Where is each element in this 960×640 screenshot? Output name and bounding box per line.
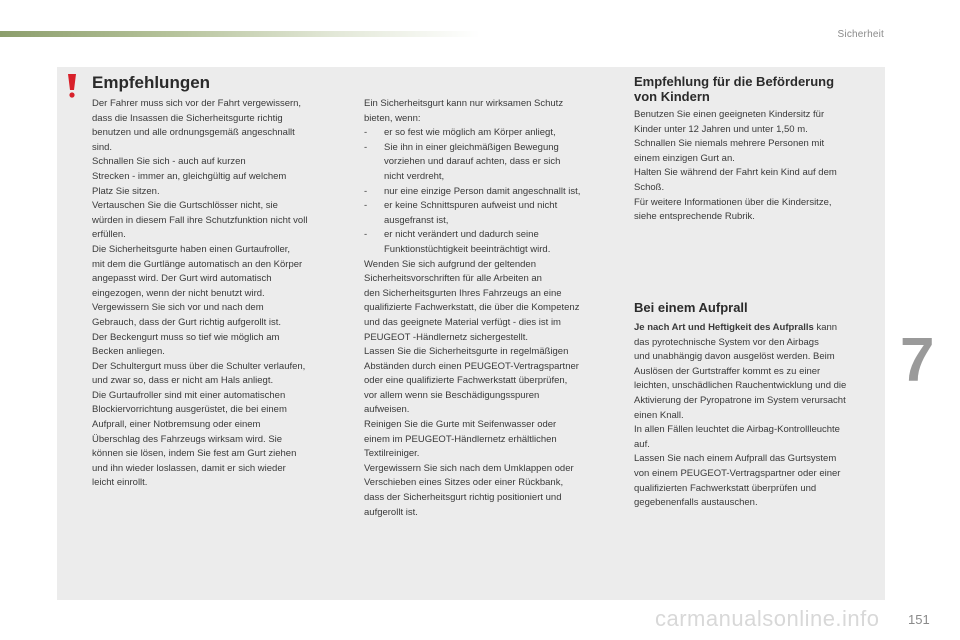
top-accent-bar: [0, 31, 480, 37]
text-line: mit dem die Gurtlänge automatisch an den Körper: [92, 258, 303, 270]
text-line: aufgerollt ist.: [364, 506, 418, 518]
text-line: erfüllen.: [92, 229, 126, 241]
list-dash: -: [364, 185, 368, 197]
exclamation-icon: [64, 73, 80, 99]
text-line: Benutzen Sie einen geeigneten Kindersitz für: [634, 109, 825, 120]
text-line: er keine Schnittspuren aufweist und nicht: [384, 200, 558, 212]
text-line: nur eine einzige Person damit angeschnallt ist,: [384, 185, 581, 197]
text-line: Reinigen Sie die Gurte mit Seifenwasser oder: [364, 419, 557, 431]
text-line: Textilreiniger.: [364, 448, 420, 460]
text-line: von Kindern: [634, 89, 710, 104]
list-item: [364, 228, 622, 257]
page-number: 151: [908, 612, 930, 627]
text-line: und ihn wieder loslassen, damit er sich wieder: [92, 462, 286, 474]
text-line: nicht verdreht,: [384, 170, 445, 182]
seatbelt-conditions-intro: [364, 97, 622, 126]
text-line: Verschieben eines Sitzes oder einer Rückbank,: [364, 477, 564, 489]
text-line: sind.: [92, 141, 113, 153]
text-line: Blockiervorrichtung ausgerüstet, die bei einem: [92, 404, 287, 416]
text-line: Lassen Sie die Sicherheitsgurte in regelmäßigen: [364, 346, 569, 358]
text-line: eingezogen, wenn der nicht benutzt wird.: [92, 287, 265, 299]
impact-lead-bold: Je nach Art und Heftigkeit des Aufpralls: [634, 322, 814, 333]
text-line: können sie lösen, indem Sie fest am Gurt ziehen: [92, 448, 297, 460]
text-line: oder eine qualifizierte Fachwerkstatt überprüfen,: [364, 375, 568, 387]
watermark: carmanualsonline.info: [655, 606, 880, 631]
text-line: den Sicherheitsgurten Ihres Fahrzeugs an eine: [364, 287, 562, 299]
text-line: Die Gurtaufroller sind mit einer automatischen: [92, 389, 286, 401]
text-line: Strecken - immer an, gleichgültig auf welchem: [92, 170, 287, 182]
text-line: Halten Sie während der Fahrt kein Kind auf dem: [634, 167, 837, 179]
text-line: und zwar so, dass er nicht am Hals anliegt.: [92, 375, 274, 387]
text-line: Die Sicherheitsgurte haben einen Gurtaufroller,: [92, 243, 291, 255]
recommendations-column-1: [92, 97, 354, 491]
text-line: Funktionstüchtigkeit beeinträchtigt wird.: [384, 243, 551, 255]
text-line: Aktivierung der Pyropatrone im System verursacht: [634, 394, 846, 406]
text-line: Der Schultergurt muss über die Schulter verlaufen,: [92, 360, 306, 372]
text-line: Wenden Sie sich aufgrund der geltenden: [364, 258, 537, 270]
text-line: qualifizierten Fachwerkstatt überprüfen und: [634, 482, 817, 494]
text-line: und das geeignete Material verfügt - dies ist im: [364, 316, 561, 328]
text-line: Sie ihn in einer gleichmäßigen Bewegung: [384, 141, 559, 153]
text-line: Auslösen der Gurtstraffer kommt es zu einer: [634, 365, 821, 377]
text-line: leichten, unschädlichen Rauchentwicklung und die: [634, 380, 847, 392]
text-line: ausgefranst ist,: [384, 214, 449, 226]
text-line: vorziehen und darauf achten, dass er sich: [384, 156, 561, 168]
children-text: [634, 108, 884, 225]
list-dash: -: [364, 127, 368, 139]
text-line: einen Knall.: [634, 409, 684, 421]
text-line: Überschlag des Fahrzeugs wirksam wird. Sie: [92, 433, 283, 445]
text-line: das pyrotechnische System vor den Airbags: [634, 336, 819, 348]
text-line: Vergewissern Sie sich vor und nach dem: [92, 302, 264, 314]
text-line: Lassen Sie nach einem Aufprall das Gurtsystem: [634, 453, 837, 465]
text-line: Abständen durch einen PEUGEOT-Vertragspartner: [364, 360, 579, 372]
text-line: angepasst wird. Der Gurt wird automatisch: [92, 273, 272, 285]
text-line: Vergewissern Sie sich nach dem Umklappen oder: [364, 462, 574, 474]
text-line: bieten, wenn:: [364, 112, 421, 124]
recommendations-column-2: [364, 97, 622, 520]
seatbelt-conditions-list: [364, 126, 622, 257]
text-line: leicht einrollt.: [92, 477, 148, 489]
text-line: PEUGEOT -Händlernetz sichergestellt.: [364, 331, 529, 343]
text-line: Sicherheitsvorschriften für alle Arbeiten an: [364, 273, 542, 285]
recommendations-title: Empfehlungen: [92, 73, 211, 92]
text-line: Für weitere Informationen über die Kindersitze,: [634, 196, 832, 208]
list-item: [364, 141, 622, 185]
text-line: In allen Fällen leuchtet die Airbag-Kontrollleuchte: [634, 424, 840, 436]
text-line: einem einzigen Gurt an.: [634, 152, 735, 164]
impact-first-line: [634, 321, 884, 336]
text-line: Vertauschen Sie die Gurtschlösser nicht, sie: [92, 200, 278, 212]
seatbelt-maintenance-text: [364, 258, 622, 521]
text-line: einem im PEUGEOT-Händlernetz erhältlichen: [364, 433, 557, 445]
list-dash: -: [364, 229, 368, 241]
text-line: er nicht verändert und dadurch seine: [384, 229, 539, 241]
text-line: Gebrauch, dass der Gurt richtig aufgerollt ist.: [92, 316, 282, 328]
text-line: Schoß.: [634, 181, 665, 193]
list-dash: -: [364, 141, 368, 153]
impact-title: Bei einem Aufprall: [634, 300, 748, 315]
text-line: Platz Sie sitzen.: [92, 185, 160, 197]
text-line: und unabhängig davon ausgelöst werden. Beim: [634, 351, 835, 363]
list-item: [364, 126, 622, 141]
text-line: gegebenenfalls austauschen.: [634, 497, 758, 509]
text-line: auf.: [634, 438, 650, 450]
text-line: er so fest wie möglich am Körper anliegt,: [384, 127, 556, 139]
text-line: benutzen und alle ordnungsgemäß angeschnallt: [92, 127, 295, 139]
impact-text: [634, 321, 884, 511]
text-line: würden in diesem Fall ihre Schutzfunktion nicht voll: [92, 214, 308, 226]
text-line: Empfehlung für die Beförderung: [634, 74, 835, 89]
text-line: von einem PEUGEOT-Vertragspartner oder einer: [634, 467, 841, 479]
text-line: Becken anliegen.: [92, 346, 165, 358]
text-line: qualifizierte Fachwerkstatt, die über die Kompetenz: [364, 302, 580, 314]
section-header: Sicherheit: [837, 29, 884, 40]
impact-lines: [634, 336, 884, 511]
text-line: Kinder unter 12 Jahren und unter 1,50 m.: [634, 123, 808, 135]
text-line: siehe entsprechende Rubrik.: [634, 211, 755, 223]
list-item: [364, 199, 622, 228]
text-line: dass der Sicherheitsgurt richtig positioniert und: [364, 492, 562, 504]
list-dash: -: [364, 200, 368, 212]
text-line: Ein Sicherheitsgurt kann nur wirksamen Schutz: [364, 98, 564, 109]
children-title: [634, 74, 884, 104]
text-line: aufweisen.: [364, 404, 410, 416]
text-line: Schnallen Sie sich - auch auf kurzen: [92, 156, 246, 168]
impact-lead-rest: kann: [813, 322, 838, 333]
text-line: vor allem wenn sie Beschädigungsspuren: [364, 389, 540, 401]
chapter-number: 7: [900, 326, 935, 395]
list-item: [364, 185, 622, 200]
text-line: dass die Insassen die Sicherheitsgurte richtig: [92, 112, 283, 124]
text-line: Aufprall, einer Notbremsung oder einem: [92, 419, 261, 431]
text-line: Der Beckengurt muss so tief wie möglich am: [92, 331, 280, 343]
text-line: Schnallen Sie niemals mehrere Personen mit: [634, 138, 825, 150]
text-line: Der Fahrer muss sich vor der Fahrt vergewissern,: [92, 98, 302, 109]
